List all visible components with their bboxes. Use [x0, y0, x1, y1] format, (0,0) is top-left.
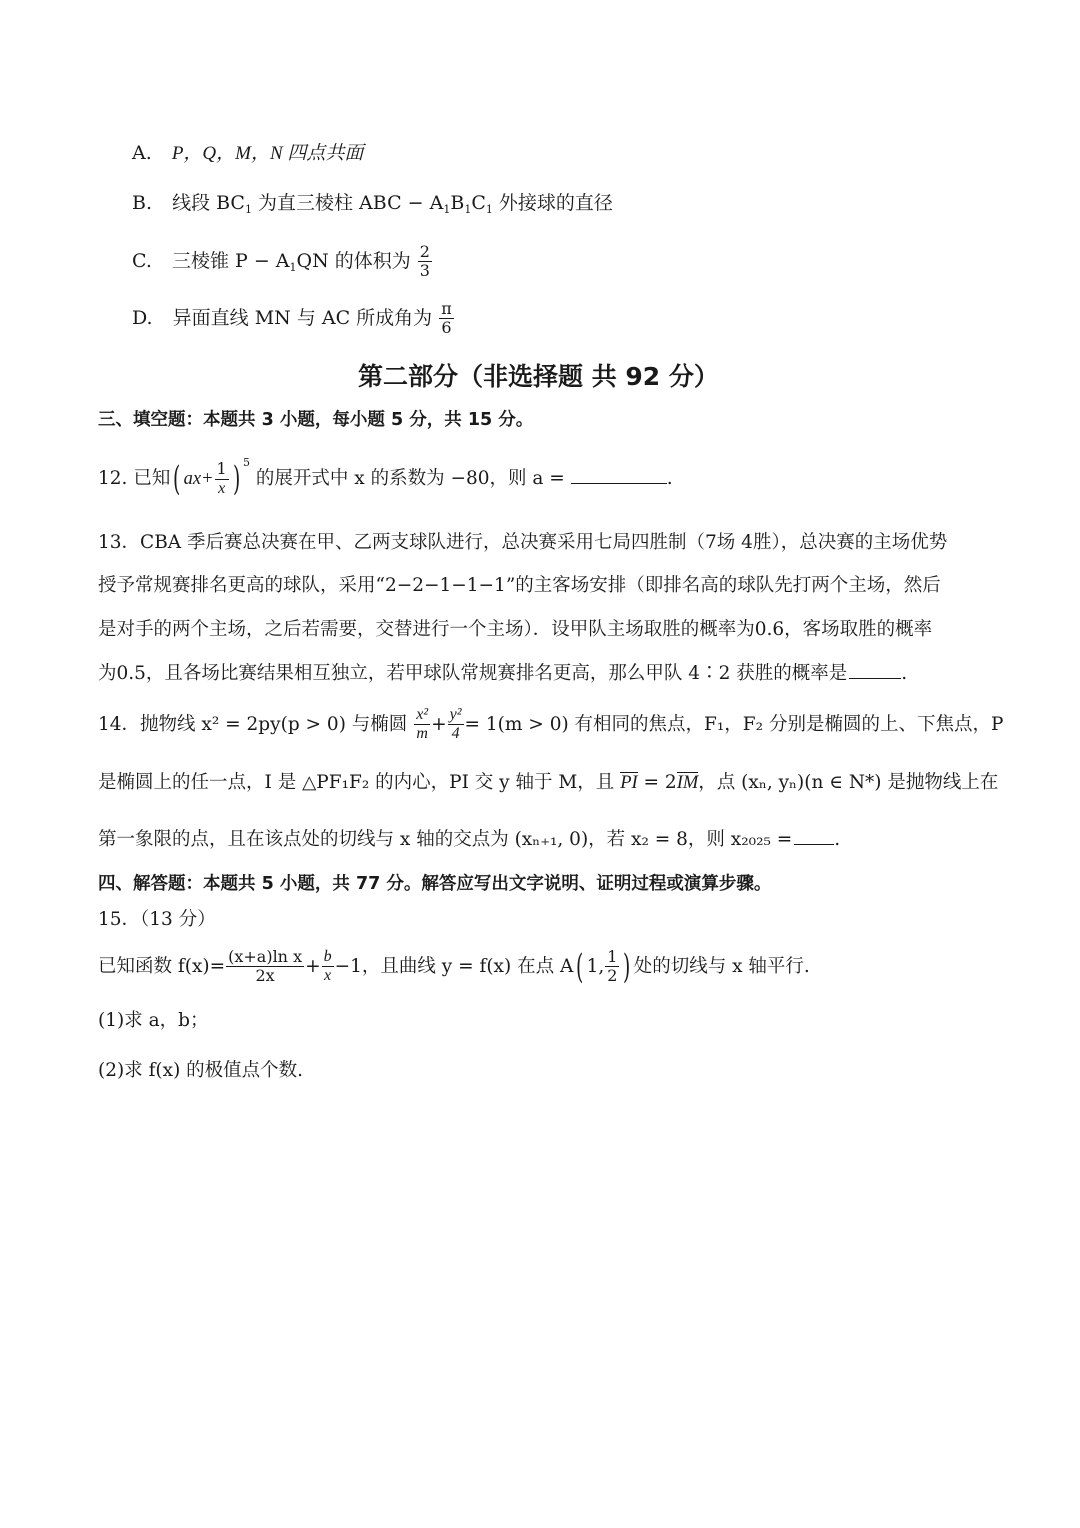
option-c-fraction: $\frac{2}{3}$ — [419, 242, 430, 281]
q15-heading: 15．（13 分） — [98, 909, 216, 930]
q14-line-2: 是椭圆上的任一点，I 是 △PF₁F₂ 的内心，PI 交 y 轴于 M，且 PI = 2IM，点 (xₙ, yₙ)(n ∈ N*) 是抛物线上在 — [98, 772, 999, 793]
option-c-pre: 三棱锥 P − A — [171, 249, 290, 272]
option-a — [132, 144, 363, 163]
q15-part-1: (1)求 a，b； — [98, 1010, 209, 1031]
option-d-pre: 异面直线 MN 与 AC 所成角为 — [172, 306, 433, 329]
option-b-post: 外接球的直径 — [492, 192, 613, 214]
q12-post: 的展开式中 x 的系数为 −80，则 a = — [255, 468, 565, 489]
q12-number: 12. — [98, 468, 128, 489]
section-4-heading: 四、解答题：本题共 5 小题，共 77 分。解答应写出文字说明、证明过程或演算步骤。 — [98, 874, 772, 894]
option-c-label: C. — [132, 249, 152, 272]
q14-answer-blank[interactable] — [794, 830, 834, 845]
q12-answer-blank[interactable] — [571, 469, 667, 484]
q15-fraction-bx: $\frac{b}{x}$ — [323, 948, 332, 985]
q15-part-2: (2)求 f(x) 的极值点个数. — [98, 1060, 304, 1081]
option-a-text: P，Q，M，N 四点共面 — [171, 143, 364, 164]
option-c-mid: QN 的体积为 — [296, 249, 411, 272]
q14-fraction-y: $\frac{\text{y²}}{4}$ — [449, 706, 462, 743]
q14-fraction-x: $\frac{\text{x²}}{m}$ — [416, 706, 429, 743]
q15-fraction-half: $\frac{1}{2}$ — [607, 947, 618, 986]
q14-line-1: 14．抛物线 x² = 2py(p > 0) 与椭圆 $\frac{\text{x²}}{m}$ + $\frac{\text{y²}}{4}$ = 1(m > 0) 有相同的焦点，F₁，F₂ 分别是椭圆的上、下焦点，P — [98, 706, 1004, 743]
question-12: 12. 已知( ax+ $\frac{1}{x}$ ) $^5$ 的展开式中 x 的系数为 −80，则 a = . — [98, 456, 673, 499]
option-a-label: A. — [132, 142, 152, 164]
q13-line-2: 授予常规赛排名更高的球队，采用“2−2−1−1−1”的主客场安排（即排名高的球队先打两个主场，然后 — [98, 575, 941, 596]
option-d-fraction: $\frac{\pi}{6}$ — [441, 299, 452, 338]
option-b-label: B. — [132, 192, 153, 214]
option-b-pre: 线段 BC — [172, 192, 245, 214]
option-c: C. 三棱锥 $P - A_1QN$ 的体积为 $\frac{2}{3}$ — [132, 242, 430, 281]
q14-vector-pi: PI — [620, 773, 638, 793]
q15-fraction-main: $\frac{\text{(x+a)ln x}}{2x}$ — [228, 947, 303, 986]
q14-vector-im: IM — [676, 773, 699, 793]
option-b-mid: 为直三棱柱 ABC − A — [251, 192, 444, 214]
q15-statement: 已知函数 f(x)= $\frac{\text{(x+a)ln x}}{2x}$ + $\frac{b}{x}$ −1，且曲线 y = f(x) 在点 A( 1, $\frac{1}{2}$ ) 处的切线与 x 轴平行. — [98, 946, 810, 987]
q13-line-1: 13．CBA 季后赛总决赛在甲、乙两支球队进行，总决赛采用七局四胜制（7场 4胜），总决赛的主场优势 — [98, 532, 948, 553]
q12-pre: 已知 — [133, 468, 171, 489]
q12-fraction: $\frac{1}{x}$ — [216, 459, 227, 497]
option-b: B. 线段 $BC_1$ 为直三棱柱 ABC − $A_1B_1C_1$ 外接球的直径 — [132, 192, 613, 216]
option-d — [132, 300, 455, 338]
q14-line-3: 第一象限的点，且在该点处的切线与 x 轴的交点为 (xₙ₊₁, 0)，若 x₂ = 8，则 x₂₀₂₅ = . — [98, 829, 841, 850]
part-title: 第二部分（非选择题 共 92 分） — [358, 362, 719, 391]
option-d-label: D. — [132, 306, 153, 329]
section-3-heading: 三、填空题：本题共 3 小题，每小题 5 分，共 15 分。 — [98, 410, 534, 430]
q13-answer-blank[interactable] — [849, 664, 901, 679]
q13-line-3: 是对手的两个主场，之后若需要，交替进行一个主场）．设甲队主场取胜的概率为0.6，客场取胜的概率 — [98, 619, 933, 640]
q13-line-4: 为0.5，且各场比赛结果相互独立，若甲球队常规赛排名更高，那么甲队 4∶2 获胜的概率是 . — [98, 663, 908, 684]
